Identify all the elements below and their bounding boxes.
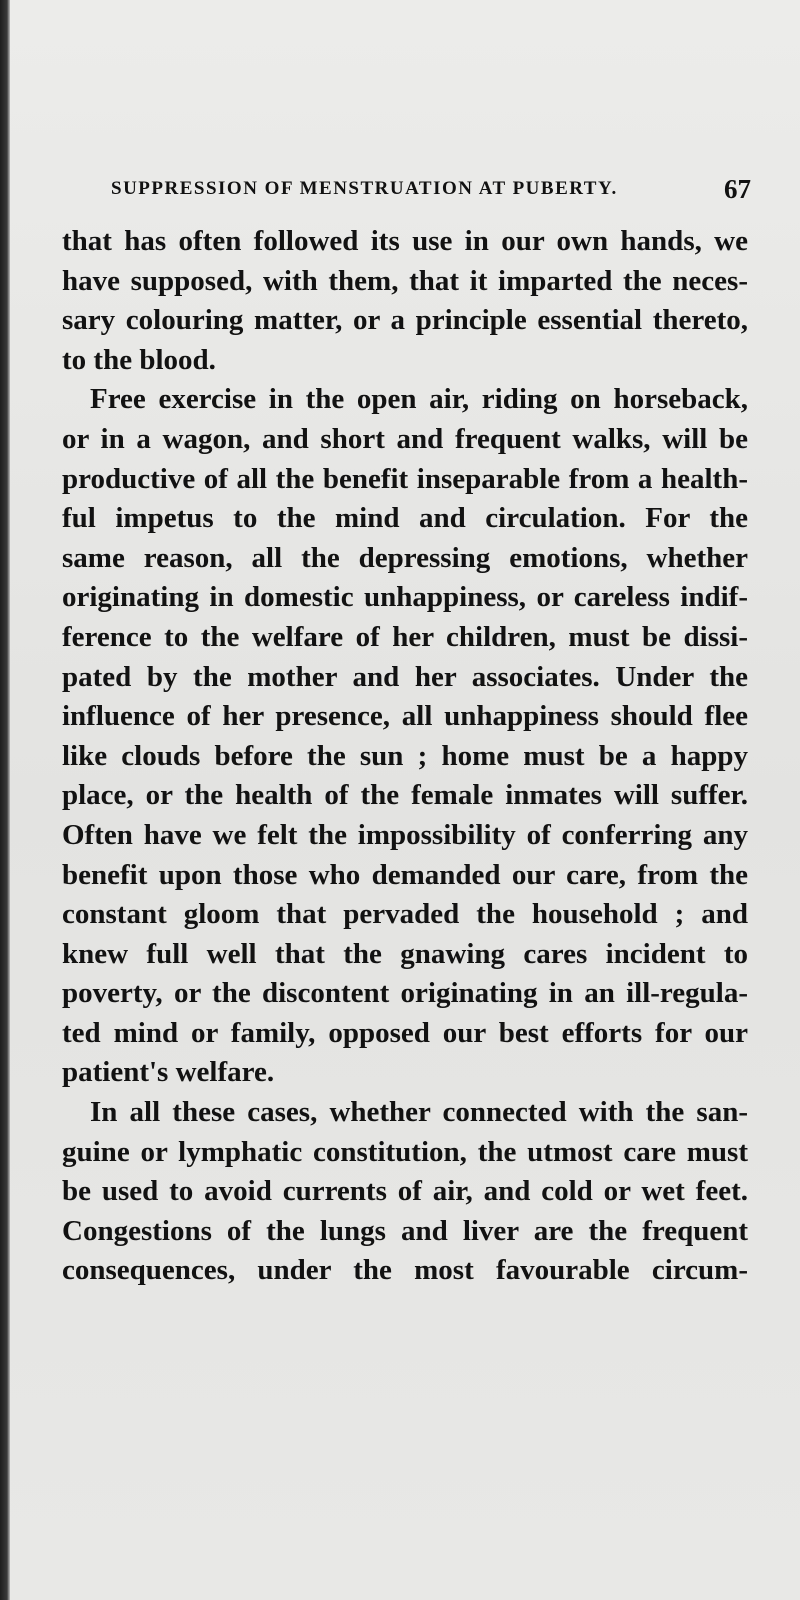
text-line: In all these cases, whether connected with the san- (90, 1096, 748, 1129)
text-line: ful impetus to the mind and circulation. For the (62, 502, 748, 535)
body-text (62, 222, 748, 1291)
text-line: poverty, or the discontent originating in an ill-regula- (62, 977, 748, 1010)
text-line: constant gloom that pervaded the household ; and (62, 898, 748, 931)
text-line: pated by the mother and her associates. Under the (62, 660, 748, 693)
text-line: have supposed, with them, that it imparted the neces- (62, 264, 748, 297)
text-line: Congestions of the lungs and liver are the frequent (62, 1214, 748, 1247)
text-line: guine or lymphatic constitution, the utmost care must (62, 1135, 748, 1168)
text-line: place, or the health of the female inmates will suffer. (62, 779, 748, 812)
text-line: to the blood. (62, 343, 216, 376)
text-line: originating in domestic unhappiness, or careless indif- (62, 581, 748, 614)
text-line: ted mind or family, opposed our best efforts for our (62, 1016, 748, 1049)
text-line: consequences, under the most favourable circum- (62, 1254, 748, 1287)
text-line: ference to the welfare of her children, must be dissi- (62, 620, 748, 653)
running-head-title: SUPPRESSION OF MENSTRUATION AT PUBERTY. (111, 178, 618, 199)
text-line: influence of her presence, all unhappiness should flee (62, 700, 748, 733)
text-line: Free exercise in the open air, riding on horseback, (90, 383, 748, 416)
running-head (111, 174, 751, 208)
text-line: that has often followed its use in our own hands, we (62, 225, 748, 257)
text-line: knew full well that the gnawing cares incident to (62, 937, 748, 970)
text-line: like clouds before the sun ; home must be a happy (62, 739, 748, 772)
text-line: same reason, all the depressing emotions, whether (62, 541, 748, 574)
text-line: patient's welfare. (62, 1056, 275, 1089)
book-spine-shadow (0, 0, 10, 1600)
page-number: 67 (724, 174, 751, 204)
text-line: Often have we felt the impossibility of conferring any (62, 818, 748, 851)
text-line: sary colouring matter, or a principle essential thereto, (62, 304, 748, 337)
text-line: be used to avoid currents of air, and cold or wet feet. (62, 1175, 748, 1208)
text-line: productive of all the benefit inseparable from a health- (62, 462, 748, 495)
text-line: or in a wagon, and short and frequent walks, will be (62, 422, 748, 455)
text-line: benefit upon those who demanded our care, from the (62, 858, 748, 891)
